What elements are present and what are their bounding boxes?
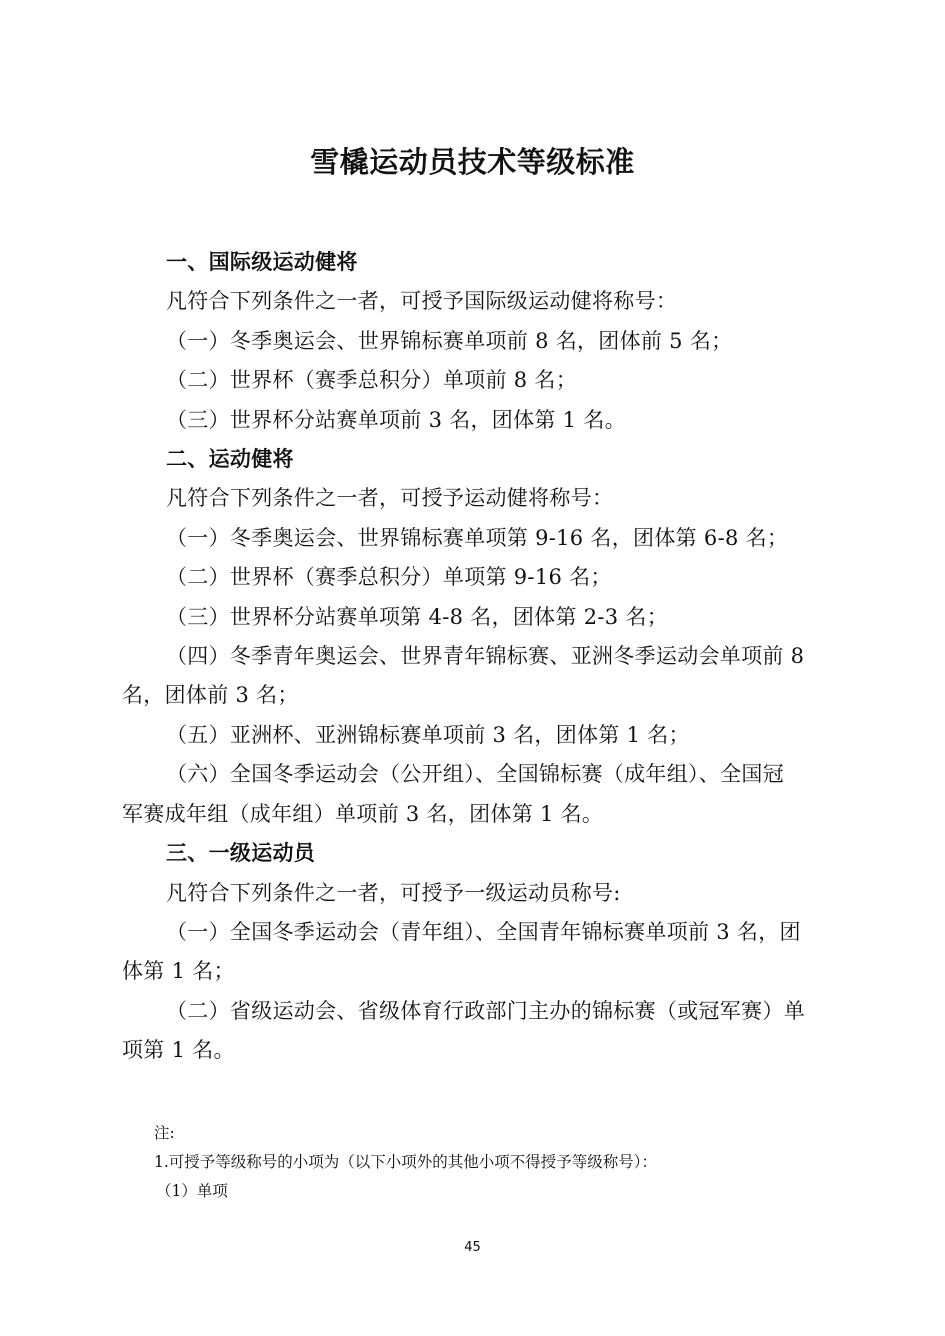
paragraph-line: （二）世界杯（赛季总积分）单项第 9-16 名； bbox=[166, 565, 612, 590]
section-heading-first-class: 三、一级运动员 bbox=[166, 841, 316, 866]
paragraph-line: （一）冬季奥运会、世界锦标赛单项第 9-16 名，团体第 6-8 名； bbox=[166, 525, 789, 550]
paragraph-line-continued: 名，团体前 3 名； bbox=[122, 683, 299, 708]
section-heading-master: 二、运动健将 bbox=[166, 447, 294, 472]
section-heading-international-master: 一、国际级运动健将 bbox=[166, 250, 358, 274]
note-item: 1.可授予等级称号的小项为（以下小项外的其他小项不得授予等级称号）： bbox=[154, 1153, 658, 1171]
paragraph-line: （二）省级运动会、省级体育行政部门主办的锦标赛（或冠军赛）单 bbox=[166, 998, 805, 1023]
paragraph-line: （三）世界杯分站赛单项第 4-8 名，团体第 2-3 名； bbox=[166, 604, 669, 629]
paragraph-line-continued: 军赛成年组（成年组）单项前 3 名，团体第 1 名。 bbox=[122, 801, 604, 826]
paragraph-line: 凡符合下列条件之一者，可授予运动健将称号： bbox=[166, 486, 614, 511]
paragraph-line: （二）世界杯（赛季总积分）单项前 8 名； bbox=[166, 368, 578, 393]
paragraph-line: 凡符合下列条件之一者，可授予一级运动员称号: bbox=[166, 880, 621, 905]
paragraph-line: （一）全国冬季运动会（青年组）、全国青年锦标赛单项前 3 名，团 bbox=[166, 919, 801, 944]
notes-label: 注: bbox=[154, 1124, 175, 1142]
paragraph-line: （一）冬季奥运会、世界锦标赛单项前 8 名，团体前 5 名； bbox=[166, 328, 733, 353]
paragraph-line-continued: 体第 1 名； bbox=[122, 959, 235, 984]
paragraph-line: （六）全国冬季运动会（公开组）、全国锦标赛（成年组）、全国冠 bbox=[166, 762, 784, 787]
page-number: 45 bbox=[464, 1240, 481, 1255]
document-body bbox=[122, 243, 824, 1071]
paragraph-line: （五）亚洲杯、亚洲锦标赛单项前 3 名，团体第 1 名； bbox=[166, 722, 690, 747]
notes-block bbox=[154, 1119, 834, 1206]
note-subitem: （1）单项 bbox=[156, 1182, 228, 1200]
paragraph-line: （三）世界杯分站赛单项前 3 名，团体第 1 名。 bbox=[166, 407, 626, 432]
paragraph-line: 凡符合下列条件之一者，可授予国际级运动健将称号： bbox=[166, 289, 678, 314]
page-title: 雪橇运动员技术等级标准 bbox=[310, 145, 635, 179]
paragraph-line-continued: 项第 1 名。 bbox=[122, 1038, 235, 1063]
paragraph-line: （四）冬季青年奥运会、世界青年锦标赛、亚洲冬季运动会单项前 8 bbox=[166, 644, 805, 669]
